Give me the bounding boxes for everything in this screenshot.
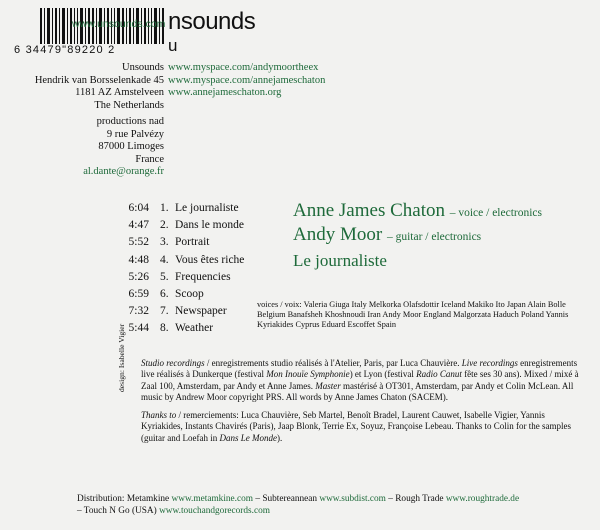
track-title: Le journaliste (175, 202, 239, 214)
track-duration: 5:44 (128, 322, 149, 335)
credits-text: / enregistrements studio réalisés à l'Atelier, Paris, par Luca Chauvière. (204, 358, 462, 368)
credits-text: / remerciements: Luca Chauvière, Seb Martel, Benoît Bradel, Laurent Cauwet, Isabelle Vigier, Yannis Kyriakides, Instants Chavirés (Paris), Jaap Blonk, Terrie Ex, Soyuz, Françoise Lebeau. Thanks to Colin for the samples (guitar and Loefah in (141, 410, 571, 443)
link-myspace-andymoor[interactable]: www.myspace.com/andymoortheex (168, 62, 319, 73)
artist-credits-block (293, 200, 542, 272)
link-email-aldante[interactable]: al.dante@orange.fr (83, 166, 164, 178)
distribution-prefix: Distribution: Metamkine (77, 494, 172, 504)
credits-block (141, 358, 581, 451)
track-title: Portrait (175, 236, 210, 249)
track-title: Vous êtes riche (175, 253, 245, 266)
credits-festival-two: Radio Canut (416, 369, 462, 380)
track-title: Frequencies (175, 270, 231, 283)
track-duration: 6:59 (128, 288, 149, 301)
header-barcode-area (0, 0, 600, 58)
address-line: productions nad (96, 116, 164, 127)
album-title: Le journaliste (293, 251, 387, 270)
track-title: Newspaper (175, 305, 227, 318)
link-subdist[interactable]: www.subdist.com (319, 494, 386, 504)
address-line: Unsounds (121, 62, 164, 73)
track-title: Scoop (175, 288, 204, 301)
brand-wordmark: nsounds (168, 8, 256, 35)
track-number: 8. (160, 322, 169, 335)
distribution-text: – Rough Trade (385, 494, 446, 504)
credits-text: fête ses 30 ans). Mixed / mixé à Zaal 100, Amsterdam, par Andy et Anne James. (141, 369, 579, 391)
credits-track-reference: Dans Le Monde (219, 432, 277, 443)
address-line: 9 rue Palvézy (106, 128, 164, 140)
track-duration: 7:32 (128, 305, 149, 318)
label-secondary-address (83, 116, 164, 179)
artist-one-role: – voice / electronics (449, 207, 543, 219)
credits-thanks-paragraph (141, 410, 581, 444)
artist-two-name: Andy Moor (293, 224, 383, 245)
distribution-text: – Touch N Go (USA) (77, 505, 160, 516)
label-site-url: www.unsounds.com (72, 18, 166, 30)
track-number: 1. (160, 202, 169, 214)
link-touchandgo[interactable]: www.touchandgorecords.com (159, 505, 271, 516)
track-number: 5. (160, 270, 169, 283)
address-line: Hendrik van Borsselenkade 45 (34, 74, 164, 86)
credits-live-label: Live recordings (461, 358, 518, 368)
credits-text: mastérisé à OT301, Amsterdam, par Andy et Colin McLean. All music by Andrew Moor copyright PRS. All words by Anne James Chaton (SACEM). (141, 380, 574, 402)
credits-text: ). (276, 432, 283, 443)
credits-recording-paragraph (141, 358, 581, 403)
track-number: 3. (160, 236, 169, 249)
track-duration: 5:26 (128, 270, 149, 283)
address-line: The Netherlands (94, 99, 164, 111)
label-publisher-address (35, 62, 164, 112)
address-line: 87000 Limoges (98, 141, 164, 153)
link-metamkine[interactable]: www.metamkine.com (171, 494, 254, 504)
credits-festival-one: Mon Inouïe Symphonie (266, 369, 350, 380)
artist-two (293, 224, 542, 248)
credits-thanks-label: Thanks to (141, 410, 177, 421)
distribution-text: – Subtereannean (253, 494, 320, 504)
address-line: 1181 AZ Amstelveen (75, 87, 164, 99)
brand-wordmark-u: u (168, 36, 178, 55)
artist-one-name: Anne James Chaton (293, 200, 445, 221)
design-credit: design: Isabelle Vigier (117, 323, 126, 392)
credits-studio-label: Studio recordings (141, 358, 205, 368)
track-duration: 5:52 (128, 236, 149, 249)
track-title: Weather (175, 322, 214, 335)
credits-master-label: Master (315, 380, 341, 391)
address-line: France (135, 153, 164, 165)
credits-text: ) et Lyon (festival (349, 369, 417, 380)
barcode-number: 6 34479"89220 2 (14, 44, 116, 56)
credits-text: enregistrements live réalisés à Dunkerque (festival (141, 358, 578, 380)
track-number: 7. (160, 305, 169, 318)
link-roughtrade[interactable]: www.roughtrade.de (445, 494, 520, 504)
distribution-block (77, 494, 597, 517)
track-number: 2. (160, 219, 169, 232)
voices-credit-note: voices / voix: Valeria Giuga Italy Melkorka Olafsdottir Iceland Makiko Ito Japan Alain Bolle Belgium Banafsheh Khoshnoudi Iran Andy Moor England Malgorzata Haduch Poland Yannis Kyriakides Cyprus Eduard Escoffet Spain (257, 300, 569, 329)
track-duration: 4:48 (128, 253, 149, 266)
artist-one (293, 200, 542, 224)
track-title: Dans le monde (175, 219, 244, 232)
track-number: 6. (160, 288, 169, 301)
web-links-list (168, 62, 325, 100)
link-myspace-chaton[interactable]: www.myspace.com/annejameschaton (168, 74, 326, 86)
track-duration: 4:47 (128, 219, 149, 232)
link-chaton-site[interactable]: www.annejameschaton.org (168, 87, 282, 99)
track-duration: 6:04 (128, 202, 149, 214)
track-number: 4. (160, 253, 169, 266)
artist-two-role: – guitar / electronics (386, 231, 482, 243)
